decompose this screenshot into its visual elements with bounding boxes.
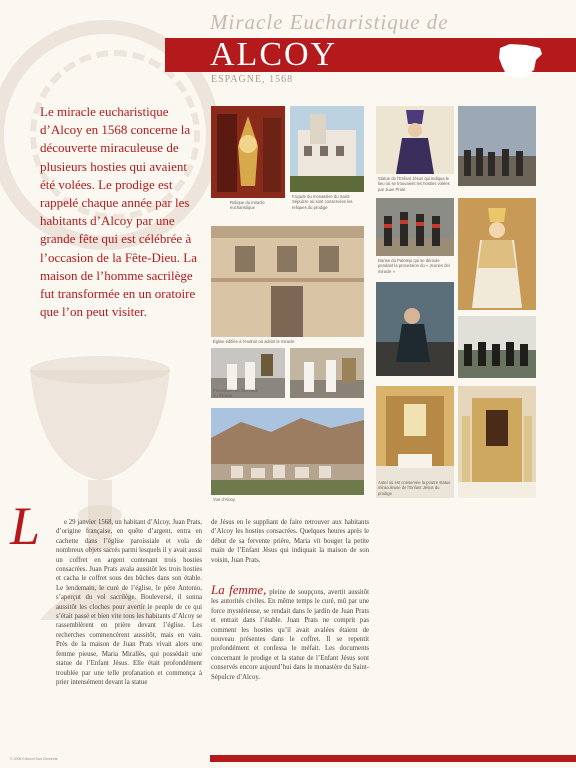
photo-man-praying bbox=[376, 282, 454, 376]
photo-golden-statue bbox=[458, 198, 536, 310]
caption-oratory: Église édifiée à l’endroit où advint le miracle bbox=[213, 339, 295, 344]
photo-altar-right bbox=[458, 386, 536, 498]
body-column-2b-text: pleine de soupçons, avertit aussitôt les autorités civiles. En même temps le curé, mû par une force mystérieuse, se rendait dans le jardin de Juan Prats et entrait dans l’étable. Juan Prats ne comprit pas comment les hosties qu’il avait avalées étaient de nouveau présentes dans le coffret. Il se repentit profondément et confessa le méfait. Les documents concernant le prodige et la statue de l’Enfant Jésus sont conservés encore aujourd’hui dans le monastère du Saint-Sépulcre d’Alcoy. bbox=[211, 589, 369, 681]
photo-child-jesus-statue bbox=[376, 106, 454, 174]
intro-text: Le miracle eucharistique d’Alcoy en 1568 concerne la découverte miraculeuse de plusieurs hosties qui avaient été volées. Le prodige est rappelé chaque année par les habitants d’Alcoy par une grande fête qui est célébrée à l’occasion de la Fête-Dieu. La maison de l’homme sacrilège fut transformée en un oratoire que l’on peut visiter. bbox=[40, 104, 198, 320]
photo-dance-palotejo bbox=[376, 198, 454, 256]
caption-monastery: Façade du monastère du Saint-Sépulcre où sont conservées les reliques du prodige bbox=[292, 194, 353, 210]
body-column-2a bbox=[211, 518, 369, 565]
photo-monastery bbox=[290, 106, 364, 192]
photo-procession-2 bbox=[290, 348, 364, 398]
caption-altar: Autel où est conservée la poutre statue miraculeuse de l’Enfant Jésus du prodige bbox=[378, 480, 451, 496]
photo-alcoy-view bbox=[211, 408, 364, 495]
caption-reliquary: Relique du miracle eucharistique bbox=[230, 200, 265, 211]
page-subtitle: ESPAGNE, 1568 bbox=[211, 74, 294, 85]
photo-reliquary bbox=[211, 106, 285, 198]
spain-map-icon bbox=[496, 40, 546, 82]
caption-view: Vue d’Alcoy bbox=[213, 497, 235, 502]
body-column-1: e 29 janvier 1568, un habitant d’Alcoy, Juan Prats, d’origine française, en quête d’argent, entra en cachette dans l’église paroissiale et vola de nombreux objets sacrés parmi lesquels il y avait aussi un coffret en argent contenant trois hosties consacrées. Juan Prats avala aussitôt les trois hosties et cacha le coffret sous des bûches dans son étable. Le lendemain, le curé de l’église, le père Antonio, s’aperçut du vol sacrilège. Bouleversé, il sonna aussitôt les cloches pour avertir le peuple de ce qui s’était passé et bien vite tous les habitants d’Alcoy se rassemblèrent en prière devant l’église. Les recherches commencèrent aussitôt, mais en vain. Près de la maison de Juan Prats vivait alors une femme pieuse, Maria Mirallès, qui possédait une statue de l’Enfant Jésus. Elle était profondément troublée par une telle profanation et commença à prier intensément devant la statue bbox=[56, 519, 202, 686]
caption-dance: Danse du Palotejo qui se déroule pendant la procession du « Jeunes del miracle » bbox=[378, 258, 450, 274]
photo-oratory-church bbox=[211, 226, 364, 337]
footer-band bbox=[210, 755, 576, 762]
section-subhead: La femme, bbox=[211, 582, 267, 597]
caption-procession: Procession en l’honneur du miracle bbox=[213, 388, 258, 399]
copyright-text: © 2006 Edizioni San Clemente bbox=[10, 757, 58, 761]
page-title: ALCOY bbox=[210, 36, 338, 73]
header-script-title: Miracle Eucharistique de bbox=[210, 10, 449, 34]
body-column-2b bbox=[211, 582, 369, 682]
photo-choir bbox=[458, 316, 536, 378]
caption-statue: Statue de l’Enfant Jésus qui indiqua le lieu où se trouvaient les hosties volées par Juan Prats bbox=[378, 176, 450, 192]
drop-cap: L bbox=[10, 496, 41, 556]
body-column-2a-text: de Jésus en le suppliant de faire retrouver aux habitants d’Alcoy les hosties consacrées. Quelques heures après le début de sa fervente prière, Maria vit bouger la petite main de l’Enfant Jésus qui indiquait la maison de son voisin, Juan Prats. bbox=[211, 519, 369, 564]
photo-procession-crowd bbox=[458, 106, 536, 186]
